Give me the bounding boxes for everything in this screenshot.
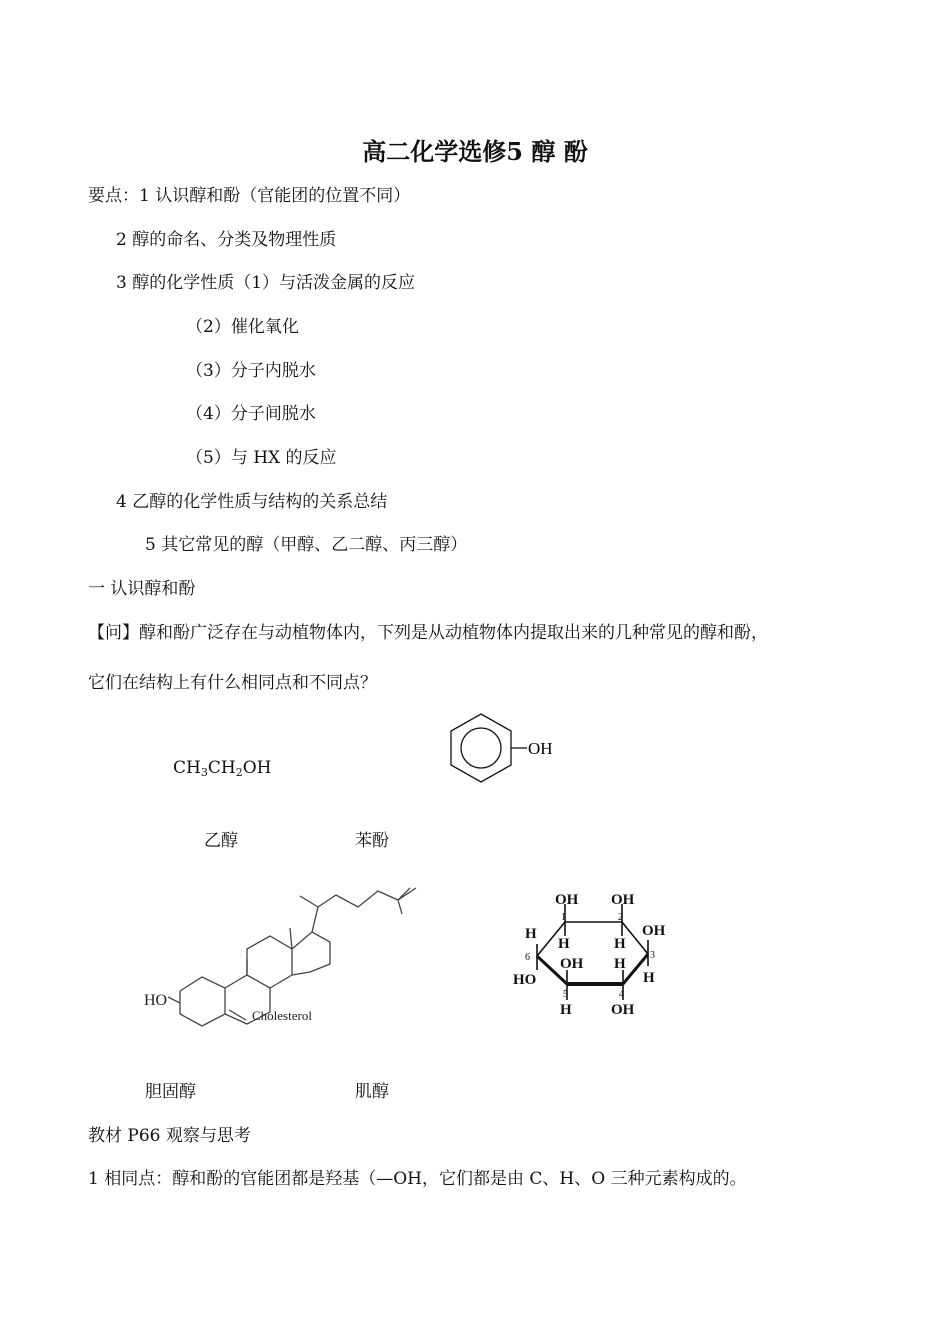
outline-line-3: 3 醇的化学性质（1）与活泼金属的反应 [116,273,416,293]
caption-cholesterol: 胆固醇 [145,1082,196,1102]
svg-text:OH: OH [642,923,666,939]
svg-text:OH: OH [611,1002,635,1018]
question-line-1: 【问】醇和酚广泛存在与动植物体内，下列是从动植物体内提取出来的几种常见的醇和酚， [88,623,768,643]
outline-line-5: （3）分子内脱水 [186,361,316,381]
svg-text:H: H [558,936,570,952]
svg-text:4: 4 [619,989,624,1000]
svg-text:3: 3 [650,950,655,961]
svg-text:1: 1 [561,912,566,923]
outline-line-2: 2 醇的命名、分类及物理性质 [116,230,337,250]
hydroxyl-group: —OH [376,1169,422,1189]
svg-text:OH: OH [528,739,553,758]
svg-text:HO: HO [144,992,168,1009]
svg-text:H: H [643,970,655,986]
cholesterol-structure [140,862,430,1030]
section-heading: 一 认识醇和酚 [88,579,196,599]
textbook-reference: 教材 P66 观察与思考 [88,1126,251,1146]
caption-inositol: 肌醇 [355,1082,389,1102]
outline-line-6: （4）分子间脱水 [186,404,316,424]
question-line-2: 它们在结构上有什么相同点和不同点？ [88,673,377,693]
ethanol-formula: $CH_3CH_2OH$ [173,758,272,779]
svg-text:OH: OH [611,892,635,908]
outline-line-1: 要点：1 认识醇和酚（官能团的位置不同） [88,186,411,206]
outline-line-4: （2）催化氧化 [186,317,299,337]
svg-text:H: H [614,956,626,972]
svg-text:H: H [525,926,537,942]
outline-line-7: （5）与 HX 的反应 [186,448,337,468]
phenol-structure [445,712,565,784]
inositol-structure [505,884,690,1024]
svg-text:Cholesterol: Cholesterol [252,1008,312,1023]
page-title: 高二化学选修5 醇 酚 [362,137,588,166]
svg-text:H: H [560,1002,572,1018]
svg-text:OH: OH [555,892,579,908]
svg-text:2: 2 [618,912,623,923]
outline-line-9: 5 其它常见的醇（甲醇、乙二醇、丙三醇） [145,535,468,555]
svg-text:5: 5 [563,989,568,1000]
svg-text:OH: OH [560,956,584,972]
svg-text:6: 6 [525,952,530,963]
caption-phenol: 苯酚 [355,831,389,851]
outline-line-8: 4 乙醇的化学性质与结构的关系总结 [116,492,388,512]
caption-ethanol: 乙醇 [204,831,238,851]
point-1: 1 相同点：醇和酚的官能团都是羟基（—OH，它们都是由 C、H、O 三种元素构成的。 [88,1169,747,1189]
svg-text:HO: HO [513,972,537,988]
svg-text:H: H [614,936,626,952]
